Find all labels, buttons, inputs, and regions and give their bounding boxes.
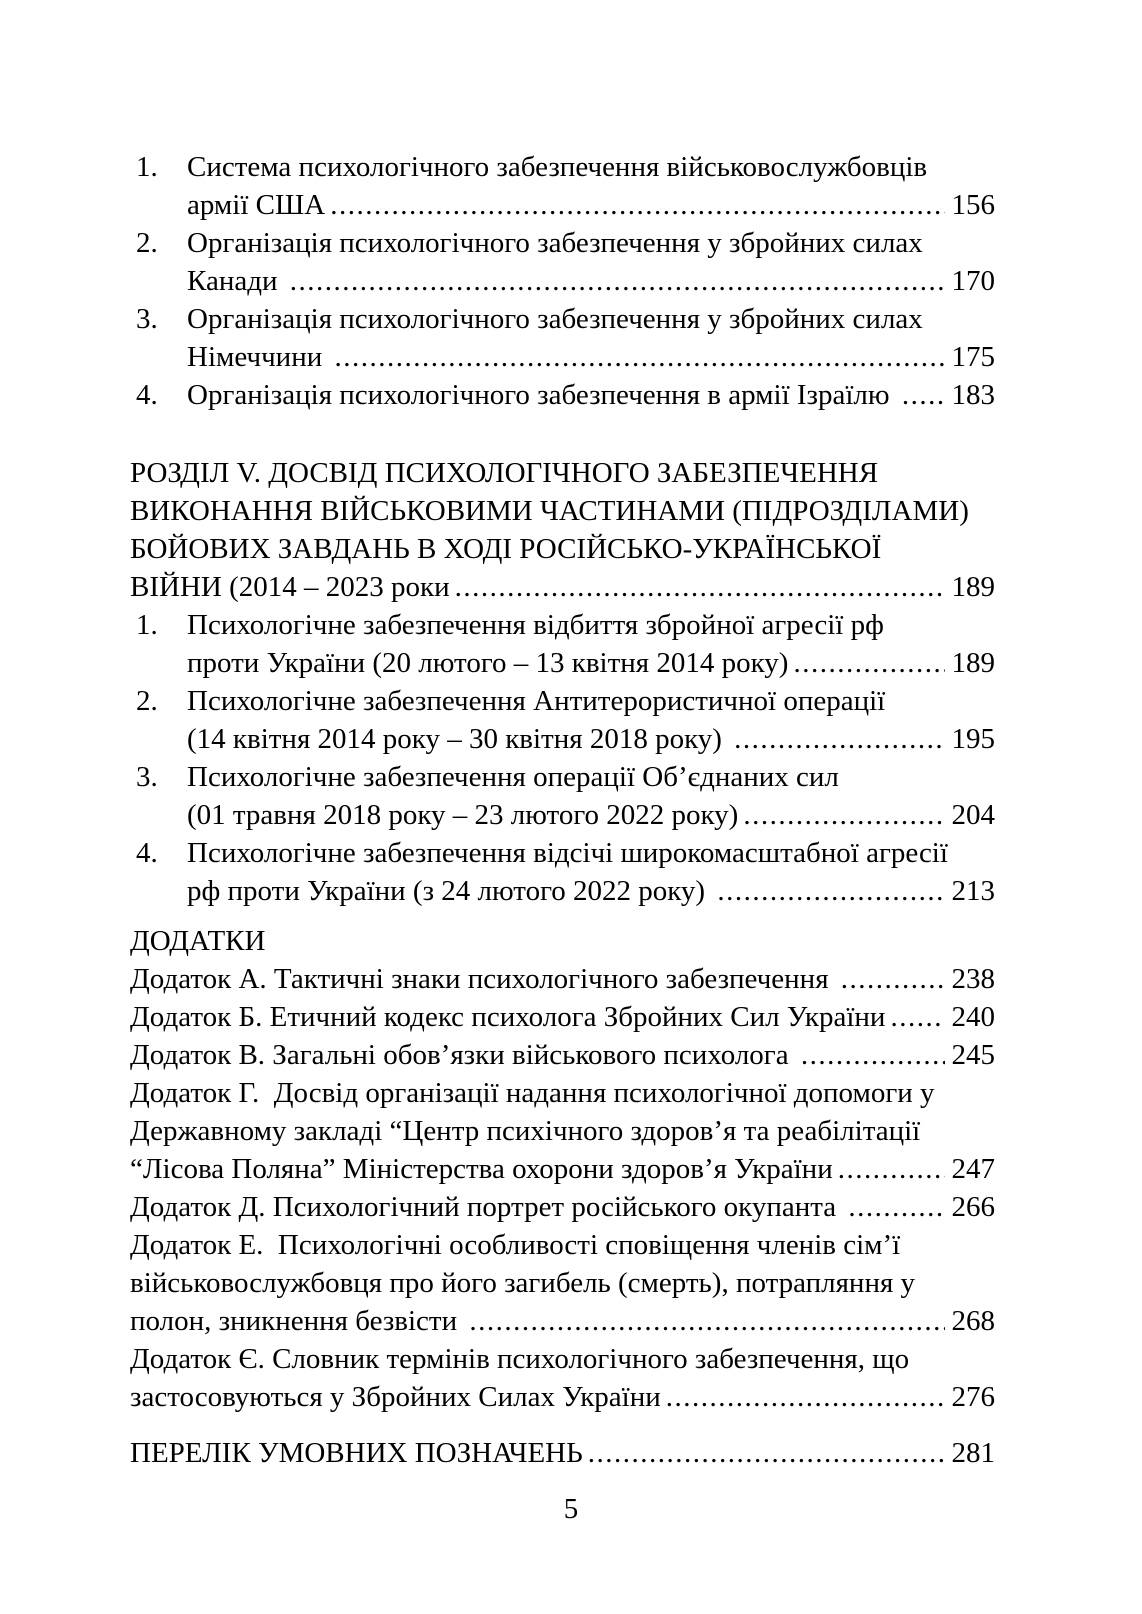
- toc-entry: [130, 960, 995, 998]
- toc-entry-line: [130, 148, 995, 186]
- toc-entry-number: 2.: [136, 685, 158, 717]
- toc-entry-line: [130, 1302, 995, 1340]
- toc-entry-number: 4.: [136, 837, 158, 869]
- dot-leader: [902, 376, 945, 414]
- toc-entry-number: 3.: [136, 303, 158, 335]
- toc-entry-text: Додаток Г. Досвід організації надання психологічної допомоги у: [130, 1077, 935, 1109]
- toc-entry-text: Система психологічного забезпечення військовослужбовців: [187, 151, 928, 183]
- toc-entry: [130, 834, 995, 910]
- abbreviations-entry: ПЕРЕЛІК УМОВНИХ ПОЗНАЧЕНЬ ..... 281: [130, 1434, 995, 1472]
- toc-entry-line: [130, 1036, 995, 1074]
- dot-leader: [793, 644, 944, 682]
- toc-entry-number: 1.: [136, 151, 158, 183]
- toc-entry-line: [130, 1074, 995, 1112]
- toc-entry-text: Додаток Є. Словник термінів психологічного забезпечення, що: [130, 1343, 910, 1375]
- toc-entry-text: полон, зникнення безвісти: [130, 1305, 465, 1337]
- toc-entry-line: [130, 224, 995, 262]
- toc-page-ref: 170: [951, 265, 995, 297]
- appendices-heading: ДОДАТКИ: [130, 925, 266, 957]
- toc-entry-text: Психологічне забезпечення відбиття збройної агресії рф: [187, 609, 884, 641]
- toc-page-ref: 195: [951, 723, 995, 755]
- toc-entry-line: [130, 872, 995, 910]
- toc-entry-number: 4.: [136, 379, 158, 411]
- toc-page-ref: 204: [951, 799, 995, 831]
- toc-entry-number: 2.: [136, 227, 158, 259]
- toc-page-ref: 189: [951, 647, 995, 679]
- toc-entry-line: [130, 1150, 995, 1188]
- dot-leader: [734, 720, 944, 758]
- toc-entry-line: [130, 300, 995, 338]
- toc-entry: [130, 998, 995, 1036]
- toc-entry-text: рф проти України (з 24 лютого 2022 року): [187, 875, 713, 907]
- toc-entry: [130, 1188, 995, 1226]
- toc-entry-line: [130, 1112, 995, 1150]
- toc-page-ref: 268: [951, 1305, 995, 1337]
- toc-entry-line: [130, 960, 995, 998]
- dot-leader: [455, 568, 945, 606]
- toc-entry: [130, 148, 995, 224]
- dot-leader: [469, 1302, 944, 1340]
- toc-entry-line: [130, 186, 995, 224]
- toc-entry-text: проти України (20 лютого – 13 квітня 2014 року): [187, 647, 789, 679]
- toc-entry-line: [130, 376, 995, 414]
- toc-entry-line: [130, 338, 995, 376]
- dot-leader: [334, 338, 944, 376]
- toc-entry: [130, 606, 995, 682]
- toc-entry: [130, 1226, 995, 1340]
- dot-leader: [717, 872, 944, 910]
- toc-entry-text: Психологічне забезпечення Антитерористичної операції: [187, 685, 886, 717]
- toc-entry-line: [130, 682, 995, 720]
- toc-entry-line: [130, 1340, 995, 1378]
- toc-page-ref: 183: [951, 379, 995, 411]
- toc-entry-line: [130, 758, 995, 796]
- toc-entry-text: застосовуються у Збройних Силах України: [130, 1381, 661, 1413]
- toc-entry: [130, 1340, 995, 1416]
- chapter-v-heading: [130, 454, 995, 606]
- toc-page-ref: 247: [951, 1153, 995, 1185]
- toc-entry-text: Державному закладі “Центр психічного здоров’я та реабілітації: [130, 1115, 921, 1147]
- toc-entry: [130, 1074, 995, 1188]
- toc-entry-line: [130, 1226, 995, 1264]
- toc-entry-line: [130, 644, 995, 682]
- toc-entry-line: [130, 1378, 995, 1416]
- toc-entry: [130, 682, 995, 758]
- toc-entry-line: [130, 1264, 995, 1302]
- toc-content: [130, 148, 995, 1472]
- toc-entry-text: Психологічне забезпечення відсічі широкомасштабної агресії: [187, 837, 948, 869]
- toc-entry-line: [130, 998, 995, 1036]
- toc-page-ref: 240: [951, 1001, 995, 1033]
- dot-leader: [666, 1378, 945, 1416]
- toc-entry-text: Додаток Д. Психологічний портрет російського окупанта: [130, 1191, 844, 1223]
- toc-entry-text: Додаток А. Тактичні знаки психологічного забезпечення: [130, 963, 836, 995]
- toc-entry-text: військовослужбовця про його загибель (смерть), потрапляння у: [130, 1267, 916, 1299]
- toc-page-ref: 156: [951, 189, 995, 221]
- page-number: 5: [563, 1493, 579, 1525]
- toc-entry-text: (14 квітня 2014 року – 30 квітня 2018 року): [187, 723, 730, 755]
- dot-leader: [890, 998, 944, 1036]
- toc-entry: [130, 758, 995, 834]
- toc-entry-text: Психологічне забезпечення операції Об’єднаних сил: [187, 761, 839, 793]
- dot-leader: [290, 262, 945, 300]
- toc-entry: [130, 376, 995, 414]
- toc-page-ref: 238: [951, 963, 995, 995]
- toc-page-ref: 175: [951, 341, 995, 373]
- toc-entry: [130, 1036, 995, 1074]
- dot-leader: [743, 796, 944, 834]
- dot-leader: [588, 1434, 945, 1472]
- toc-page-ref: 266: [951, 1191, 995, 1223]
- chapter-heading-line: ВИКОНАННЯ ВІЙСЬКОВИМИ ЧАСТИНАМИ (ПІДРОЗДІЛАМИ): [130, 495, 969, 527]
- toc-entry-text: Німеччини: [187, 341, 330, 373]
- dot-leader: [801, 1036, 945, 1074]
- toc-entry: [130, 224, 995, 300]
- toc-page-ref: 281: [951, 1437, 995, 1469]
- toc-entry-line: [130, 720, 995, 758]
- toc-entry-text: Додаток Б. Етичний кодекс психолога Збройних Сил України: [130, 1001, 886, 1033]
- toc-entry-text: Організація психологічного забезпечення в армії Ізраїлю: [187, 379, 897, 411]
- chapter-heading-line: РОЗДІЛ V. ДОСВІД ПСИХОЛОГІЧНОГО ЗАБЕЗПЕЧЕННЯ: [130, 457, 879, 489]
- toc-entry-line: [130, 606, 995, 644]
- toc-entry-line: [130, 262, 995, 300]
- toc-entry-text: Організація психологічного забезпечення у збройних силах: [187, 227, 923, 259]
- dot-leader: [848, 1188, 944, 1226]
- toc-page-ref: 189: [951, 571, 995, 603]
- toc-page-ref: 245: [951, 1039, 995, 1071]
- toc-entry-text: Додаток Е. Психологічні особливості сповіщення членів сім’ї: [130, 1229, 901, 1261]
- toc-page-ref: 276: [951, 1381, 995, 1413]
- toc-entry-text: “Лісова Поляна” Міністерства охорони здоров’я України: [130, 1153, 833, 1185]
- toc-entry-text: Організація психологічного забезпечення у збройних силах: [187, 303, 923, 335]
- toc-entry-text: (01 травня 2018 року – 23 лютого 2022 року): [187, 799, 739, 831]
- dot-leader: [841, 960, 945, 998]
- toc-entry: [130, 300, 995, 376]
- toc-entry-text: армії США: [187, 189, 326, 221]
- toc-entry-number: 3.: [136, 761, 158, 793]
- toc-entry-number: 1.: [136, 609, 158, 641]
- toc-entry-text: Канади: [187, 265, 285, 297]
- toc-entry-line: [130, 1188, 995, 1226]
- chapter-heading-line: ВІЙНИ (2014 – 2023 роки ..... 189: [130, 568, 995, 606]
- chapter-heading-line: БОЙОВИХ ЗАВДАНЬ В ХОДІ РОСІЙСЬКО-УКРАЇНСЬКОЇ: [130, 533, 882, 565]
- toc-entry-line: [130, 796, 995, 834]
- dot-leader: [838, 1150, 945, 1188]
- toc-entry-line: [130, 834, 995, 872]
- toc-page-ref: 213: [951, 875, 995, 907]
- toc-entry-text: Додаток В. Загальні обов’язки військового психолога: [130, 1039, 796, 1071]
- dot-leader: [330, 186, 944, 224]
